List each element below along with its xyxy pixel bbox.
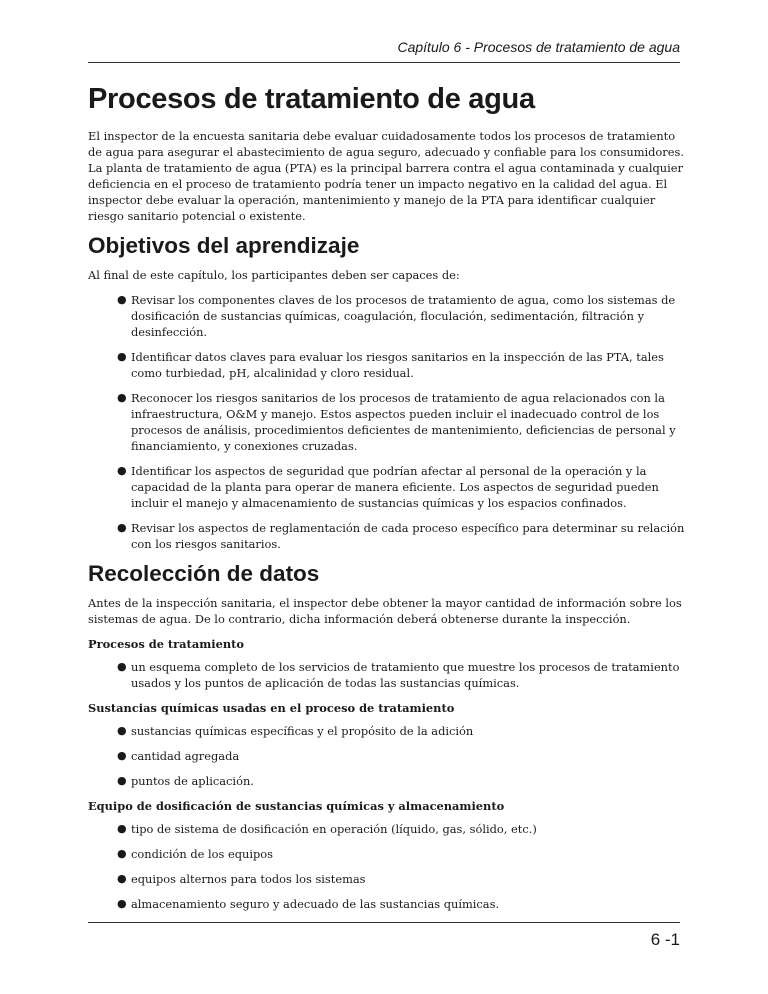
bullet-icon: ● <box>117 847 127 860</box>
bullet-icon: ● <box>117 774 127 787</box>
list-item <box>117 292 688 340</box>
dosing-equipment-list <box>88 821 688 912</box>
bullet-icon: ● <box>117 464 127 477</box>
running-header <box>88 38 680 63</box>
list-item-text: Identificar los aspectos de seguridad que podrían afectar al personal de la operación y la capacidad de la planta para operar de manera eficiente. Los aspectos de seguridad pueden incluir el manejo y almacenamiento de sustancias químicas y los espacios confinados. <box>131 464 659 510</box>
list-item <box>117 821 688 837</box>
bullet-icon: ● <box>117 749 127 762</box>
bullet-icon: ● <box>117 822 127 835</box>
list-item <box>117 349 688 381</box>
list-item-text: condición de los equipos <box>131 847 273 861</box>
list-item-text: Revisar los componentes claves de los procesos de tratamiento de agua, como los sistemas de dosificación de sustancias químicas, coagulación, floculación, sedimentación, filtración y desinfección. <box>131 293 676 339</box>
list-item-text: Identificar datos claves para evaluar los riesgos sanitarios en la inspección de las PTA, tales como turbiedad, pH, alcalinidad y cloro residual. <box>131 350 664 380</box>
bullet-icon: ● <box>117 521 127 534</box>
chemicals-list <box>88 723 688 789</box>
list-item-text: puntos de aplicación. <box>131 774 254 788</box>
treatment-processes-list <box>88 659 688 691</box>
bullet-icon: ● <box>117 660 127 673</box>
list-item-text: equipos alternos para todos los sistemas <box>131 872 366 886</box>
bullet-icon: ● <box>117 350 127 363</box>
list-item <box>117 896 688 912</box>
list-item-text: Revisar los aspectos de reglamentación de cada proceso específico para determinar su relación con los riesgos sanitarios. <box>131 521 685 551</box>
page-number: 6 -1 <box>650 930 680 949</box>
chapter-header-text: Capítulo 6 - Procesos de tratamiento de agua <box>397 39 680 55</box>
data-collection-lead: Antes de la inspección sanitaria, el inspector debe obtener la mayor cantidad de información sobre los sistemas de agua. De lo contrario, dicha información deberá obtenerse durante la inspección. <box>88 596 682 626</box>
bullet-icon: ● <box>117 391 127 404</box>
objectives-lead: Al final de este capítulo, los participantes deben ser capaces de: <box>88 268 460 282</box>
list-item <box>117 748 688 764</box>
subsection-heading: Procesos de tratamiento <box>88 637 244 651</box>
bullet-icon: ● <box>117 872 127 885</box>
list-item-text: Reconocer los riesgos sanitarios de los procesos de tratamiento de agua relacionados con la infraestructura, O&M y manejo. Estos aspectos pueden incluir el inadecuado control de los procesos de análisis, procedimientos deficientes de mantenimiento, deficiencias de personal y financiamiento, y conexiones cruzadas. <box>131 391 676 453</box>
list-item-text: un esquema completo de los servicios de tratamiento que muestre los procesos de tratamiento usados y los puntos de aplicación de todas las sustancias químicas. <box>131 660 680 690</box>
bullet-icon: ● <box>117 897 127 910</box>
subsection-heading: Equipo de dosificación de sustancias químicas y almacenamiento <box>88 799 505 813</box>
objectives-heading: Objetivos del aprendizaje <box>88 233 360 258</box>
data-collection-heading: Recolección de datos <box>88 561 320 586</box>
list-item <box>117 463 688 511</box>
list-item-text: tipo de sistema de dosificación en operación (líquido, gas, sólido, etc.) <box>131 822 537 836</box>
list-item <box>117 659 688 691</box>
footer-divider <box>88 922 680 923</box>
list-item <box>117 390 688 454</box>
bullet-icon: ● <box>117 724 127 737</box>
list-item <box>117 520 688 552</box>
list-item <box>117 773 688 789</box>
subsection-heading: Sustancias químicas usadas en el proceso de tratamiento <box>88 701 455 715</box>
page-title: Procesos de tratamiento de agua <box>88 83 535 115</box>
intro-paragraph: El inspector de la encuesta sanitaria debe evaluar cuidadosamente todos los procesos de tratamiento de agua para asegurar el abastecimiento de agua seguro, adecuado y confiable para los consumidores. La planta de tratamiento de agua (PTA) es la principal barrera contra el agua contaminada y cualquier deficiencia en el proceso de tratamiento podría tener un impacto negativo en la calidad del agua. El inspector debe evaluar la operación, mantenimiento y manejo de la PTA para identificar cualquier riesgo sanitario potencial o existente. <box>88 129 684 223</box>
list-item <box>117 871 688 887</box>
list-item <box>117 846 688 862</box>
objectives-list <box>88 292 688 552</box>
list-item-text: sustancias químicas específicas y el propósito de la adición <box>131 724 474 738</box>
list-item <box>117 723 688 739</box>
list-item-text: almacenamiento seguro y adecuado de las sustancias químicas. <box>131 897 500 911</box>
list-item-text: cantidad agregada <box>131 749 240 763</box>
page-content <box>88 82 688 921</box>
bullet-icon: ● <box>117 293 127 306</box>
